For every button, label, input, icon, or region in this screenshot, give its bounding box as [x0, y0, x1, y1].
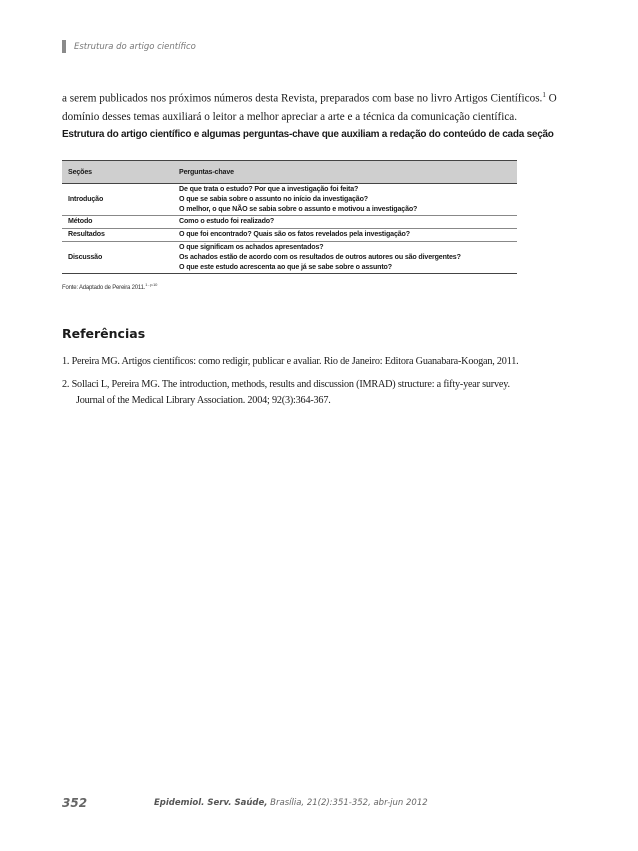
- table-header-row: [62, 161, 517, 184]
- section-cell: Discussão: [62, 241, 173, 273]
- intro-line-2: domínio desses temas auxiliará o leitor a melhor apreciar a arte e a técnica da comunicação científica.: [62, 110, 518, 123]
- question-text: Os achados estão de acordo com os resultados de outros autores ou são divergentes?: [179, 252, 461, 261]
- question-text: O que significam os achados apresentados?: [179, 242, 324, 251]
- page-number: 352: [62, 796, 88, 810]
- section-cell: Introdução: [62, 184, 173, 216]
- running-head: [62, 40, 196, 53]
- intro-footnote-ref: 1: [542, 91, 546, 99]
- table-row: [62, 216, 517, 229]
- intro-paragraph: [62, 86, 562, 126]
- question-text: O que se sabia sobre o assunto no início da investigação?: [179, 194, 368, 203]
- questions-cell: [173, 229, 517, 242]
- reference-item: 1. Pereira MG. Artigos científicos: como redigir, publicar e avaliar. Rio de Janeiro: Editora Guanabara-Koogan, 2011.: [62, 356, 519, 367]
- questions-table: [62, 160, 517, 274]
- table-source-text: Fonte: Adaptado de Pereira 2011.: [62, 285, 146, 291]
- table-row: [62, 241, 517, 273]
- questions-cell: [173, 184, 517, 216]
- table-row: [62, 229, 517, 242]
- journal-issue: Brasília, 21(2):351-352, abr-jun 2012: [267, 798, 428, 808]
- references-heading: Referências: [62, 326, 146, 341]
- running-head-text: Estrutura do artigo científico: [74, 41, 196, 52]
- section-cell: Resultados: [62, 229, 173, 242]
- intro-line-1: a serem publicados nos próximos números desta Revista, preparados com base no livro Artigos Científicos.: [62, 92, 543, 105]
- questions-cell: [173, 241, 517, 273]
- section-cell: Método: [62, 216, 173, 229]
- intro-line-1-end: O: [545, 92, 557, 105]
- question-text: O que este estudo acrescenta ao que já se sabe sobre o assunto?: [179, 262, 392, 271]
- question-text: O que foi encontrado? Quais são os fatos revelados pela investigação?: [179, 230, 410, 239]
- table-title: Estrutura do artigo científico e algumas perguntas-chave que auxiliam a redação do conteúdo de cada seção: [62, 129, 554, 140]
- reference-item: 2. Sollaci L, Pereira MG. The introduction, methods, results and discussion (IMRAD) structure: a fifty-year survey. Journal of the Medical Library Association. 2004; 92(3):364-367.: [62, 379, 510, 406]
- question-text: De que trata o estudo? Por que a investigação foi feita?: [179, 185, 359, 193]
- references-list: [62, 354, 532, 416]
- table-source-ref: 1 - p.10: [145, 282, 158, 287]
- column-header-sections: Seções: [62, 161, 173, 184]
- column-header-questions: Perguntas-chave: [173, 161, 517, 184]
- question-text: O melhor, o que NÃO se sabia sobre o assunto e motivou a investigação?: [179, 204, 418, 213]
- running-head-marker: [62, 40, 66, 53]
- questions-cell: [173, 216, 517, 229]
- table-row: [62, 184, 517, 216]
- table-source-note: [62, 282, 157, 291]
- journal-name: Epidemiol. Serv. Saúde,: [154, 798, 268, 808]
- question-text: Como o estudo foi realizado?: [179, 217, 275, 226]
- journal-citation: [154, 798, 428, 808]
